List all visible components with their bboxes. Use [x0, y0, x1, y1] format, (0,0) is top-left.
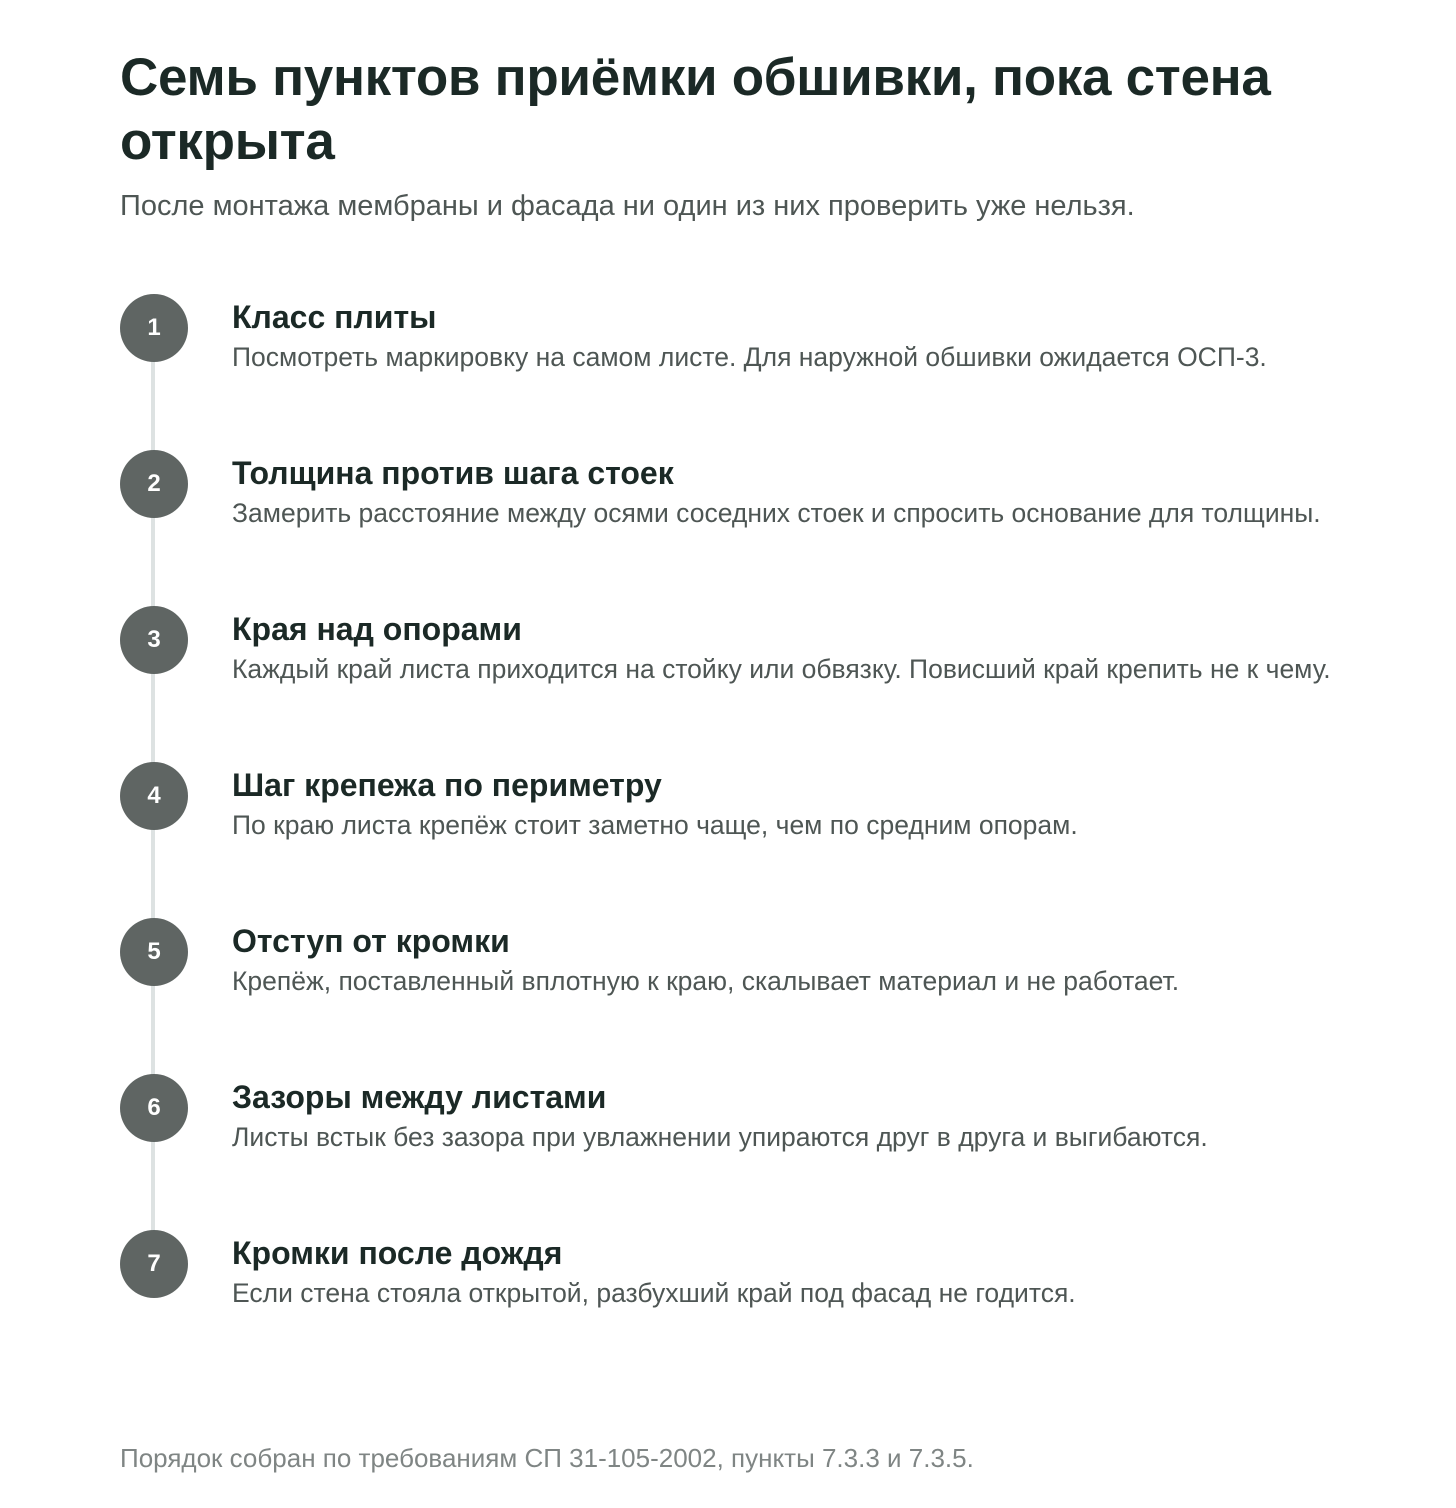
- page-title: Семь пунктов приёмки обшивки, пока стена открыта: [120, 48, 1271, 171]
- checklist-step-1: [0, 294, 1456, 450]
- checklist-step-5: [0, 918, 1456, 1074]
- checklist-step-2: [0, 450, 1456, 606]
- source-footnote: Порядок собран по требованиям СП 31-105-2002, пункты 7.3.3 и 7.3.5.: [120, 1443, 974, 1473]
- step-title: Края над опорами: [232, 611, 522, 647]
- step-title: Отступ от кромки: [232, 923, 510, 959]
- step-number-badge: 5: [120, 918, 188, 986]
- step-description: Крепёж, поставленный вплотную к краю, скалывает материал и не работает.: [232, 966, 1180, 996]
- step-description: Посмотреть маркировку на самом листе. Для наружной обшивки ожидается ОСП-3.: [232, 342, 1267, 372]
- step-description: Замерить расстояние между осями соседних стоек и спросить основание для толщины.: [232, 498, 1321, 528]
- step-number-badge: 6: [120, 1074, 188, 1142]
- checklist-step-4: [0, 762, 1456, 918]
- step-number-badge: 3: [120, 606, 188, 674]
- step-number-badge: 7: [120, 1230, 188, 1298]
- step-title: Толщина против шага стоек: [232, 455, 674, 491]
- checklist-step-6: [0, 1074, 1456, 1230]
- step-description: Если стена стояла открытой, разбухший край под фасад не годится.: [232, 1278, 1076, 1308]
- step-description: По краю листа крепёж стоит заметно чаще, чем по средним опорам.: [232, 810, 1078, 840]
- page-subtitle: После монтажа мембраны и фасада ни один из них проверить уже нельзя.: [120, 190, 1135, 222]
- step-number-badge: 4: [120, 762, 188, 830]
- step-title: Зазоры между листами: [232, 1079, 607, 1115]
- checklist-step-3: [0, 606, 1456, 762]
- step-number-badge: 2: [120, 450, 188, 518]
- step-description: Каждый край листа приходится на стойку или обвязку. Повисший край крепить не к чему.: [232, 654, 1331, 684]
- checklist-step-7: [0, 1230, 1456, 1386]
- step-number-badge: 1: [120, 294, 188, 362]
- step-description: Листы встык без зазора при увлажнении упираются друг в друга и выгибаются.: [232, 1122, 1208, 1152]
- step-title: Шаг крепежа по периметру: [232, 767, 662, 803]
- step-title: Класс плиты: [232, 299, 437, 335]
- step-title: Кромки после дождя: [232, 1235, 563, 1271]
